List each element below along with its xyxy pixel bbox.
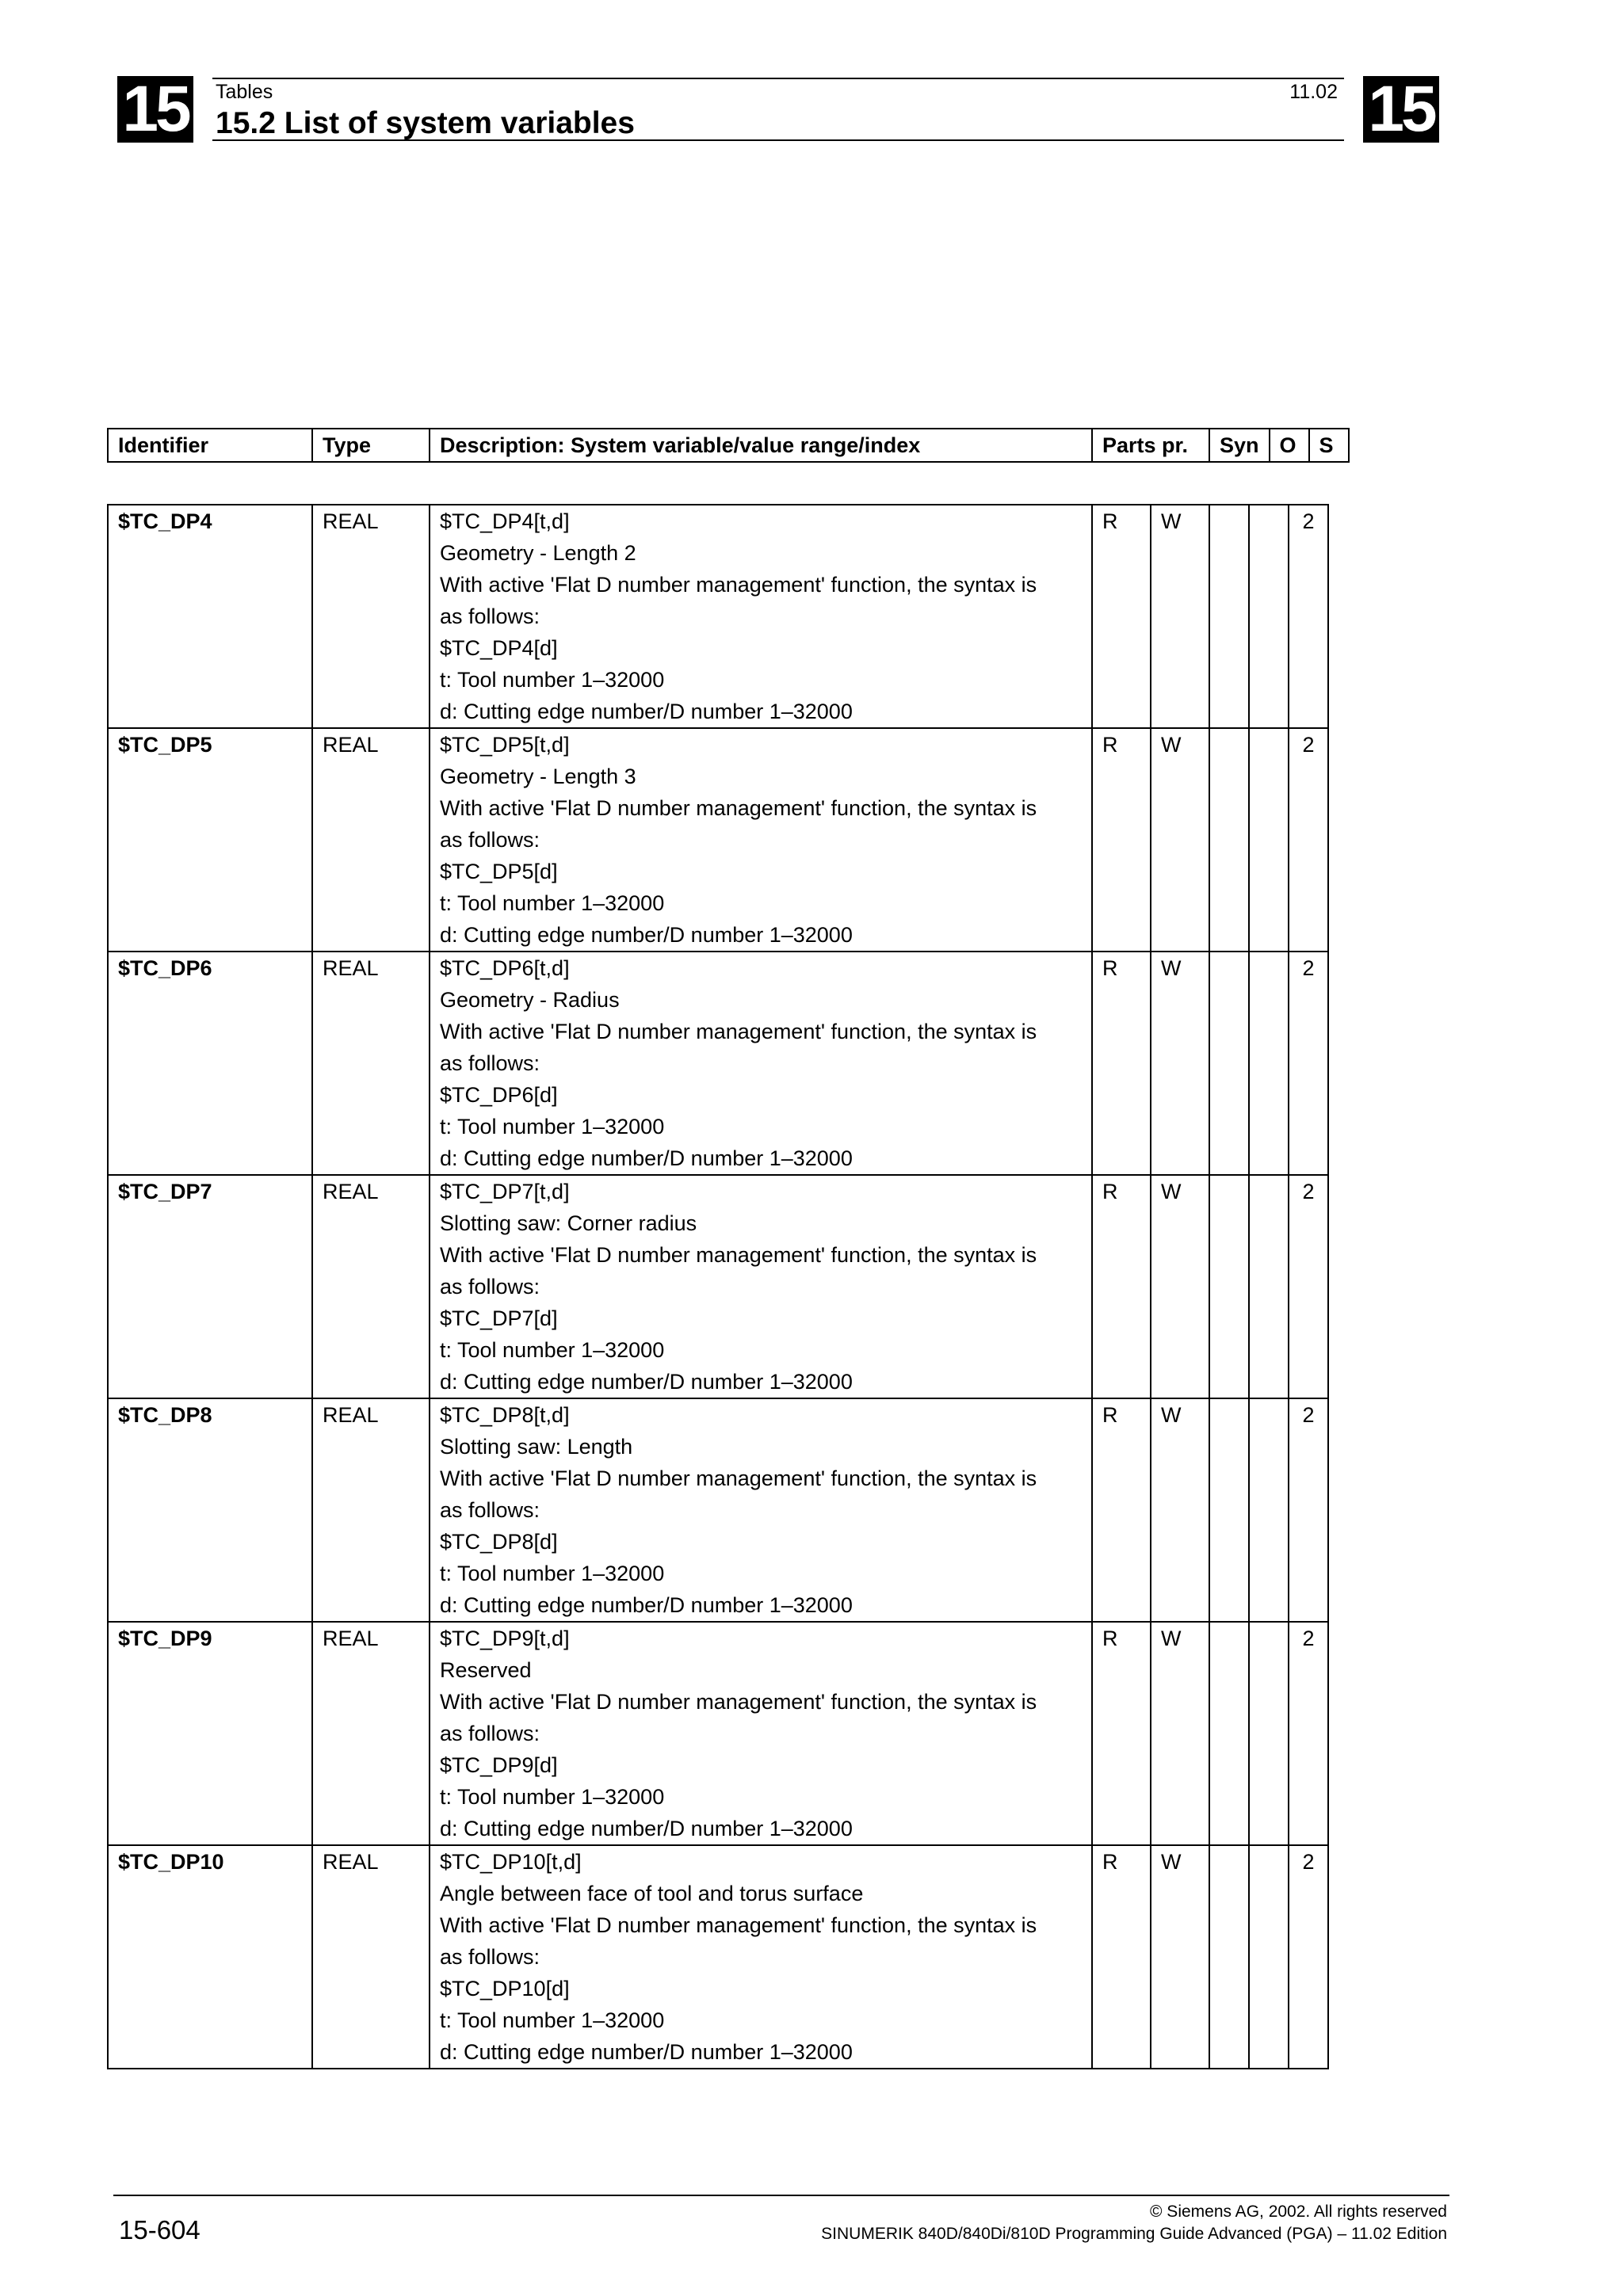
cell-identifier: $TC_DP4	[108, 505, 312, 728]
description-line: $TC_DP4[d]	[440, 636, 558, 660]
table-header	[107, 428, 1350, 463]
cell-parts-write: W	[1151, 1398, 1209, 1622]
system-variables-table	[107, 504, 1329, 2069]
cell-parts-read: R	[1092, 1175, 1151, 1398]
cell-description	[430, 1175, 1092, 1398]
footer-rule	[113, 2195, 1449, 2196]
table-row	[108, 728, 1328, 952]
description-line: as follows:	[440, 1498, 540, 1522]
description-line: Geometry - Length 2	[440, 541, 636, 565]
description-line: t: Tool number 1–32000	[440, 1562, 665, 1585]
column-header-description: Description: System variable/value range/index	[430, 429, 1092, 462]
cell-syn	[1209, 505, 1249, 728]
table-row	[108, 1845, 1328, 2069]
description-line: d: Cutting edge number/D number 1–32000	[440, 2040, 853, 2064]
description-line: d: Cutting edge number/D number 1–32000	[440, 1370, 853, 1394]
column-header-type: Type	[312, 429, 430, 462]
description-line: t: Tool number 1–32000	[440, 891, 665, 915]
description-line: Angle between face of tool and torus surface	[440, 1882, 864, 1905]
cell-identifier: $TC_DP6	[108, 952, 312, 1175]
header-top-rule	[212, 78, 1344, 79]
description-line: as follows:	[440, 605, 540, 628]
cell-parts-read: R	[1092, 728, 1151, 952]
header-section-label: Tables	[216, 81, 273, 103]
cell-syn	[1209, 1398, 1249, 1622]
description-line: as follows:	[440, 1275, 540, 1299]
cell-type: REAL	[312, 505, 430, 728]
cell-syn	[1209, 1845, 1249, 2069]
description-line: d: Cutting edge number/D number 1–32000	[440, 700, 853, 723]
description-line: $TC_DP6[d]	[440, 1083, 558, 1107]
description-line: $TC_DP10[t,d]	[440, 1850, 582, 1874]
cell-parts-write: W	[1151, 1175, 1209, 1398]
cell-s: 2	[1289, 505, 1328, 728]
description-line: $TC_DP5[d]	[440, 860, 558, 883]
cell-s: 2	[1289, 1175, 1328, 1398]
description-line: Geometry - Length 3	[440, 765, 636, 788]
cell-parts-read: R	[1092, 505, 1151, 728]
cell-o	[1249, 1398, 1289, 1622]
cell-s: 2	[1289, 952, 1328, 1175]
cell-parts-write: W	[1151, 728, 1209, 952]
cell-parts-write: W	[1151, 1845, 1209, 2069]
cell-s: 2	[1289, 728, 1328, 952]
cell-description	[430, 1398, 1092, 1622]
description-line: $TC_DP8[d]	[440, 1530, 558, 1554]
document-edition: SINUMERIK 840D/840Di/810D Programming Guide Advanced (PGA) – 11.02 Edition	[821, 2225, 1447, 2243]
cell-syn	[1209, 952, 1249, 1175]
description-line: d: Cutting edge number/D number 1–32000	[440, 1817, 853, 1840]
description-line: With active 'Flat D number management' function, the syntax is	[440, 1466, 1037, 1490]
table-header-row	[108, 429, 1349, 462]
cell-parts-read: R	[1092, 1845, 1151, 2069]
description-line: $TC_DP5[t,d]	[440, 733, 570, 757]
table-row	[108, 1175, 1328, 1398]
cell-identifier: $TC_DP7	[108, 1175, 312, 1398]
description-line: as follows:	[440, 1945, 540, 1969]
chapter-number-badge-left: 15	[117, 76, 193, 143]
header-date: 11.02	[1289, 81, 1338, 103]
description-line: t: Tool number 1–32000	[440, 1338, 665, 1362]
column-header-syn: Syn	[1209, 429, 1270, 462]
cell-o	[1249, 1622, 1289, 1845]
description-line: $TC_DP7[t,d]	[440, 1180, 570, 1203]
cell-s: 2	[1289, 1622, 1328, 1845]
table-row	[108, 1398, 1328, 1622]
description-line: With active 'Flat D number management' function, the syntax is	[440, 796, 1037, 820]
description-line: as follows:	[440, 1722, 540, 1745]
description-line: Geometry - Radius	[440, 988, 620, 1012]
description-line: With active 'Flat D number management' function, the syntax is	[440, 1690, 1037, 1714]
cell-identifier: $TC_DP10	[108, 1845, 312, 2069]
description-line: d: Cutting edge number/D number 1–32000	[440, 923, 853, 947]
column-header-identifier: Identifier	[108, 429, 312, 462]
description-line: With active 'Flat D number management' function, the syntax is	[440, 1913, 1037, 1937]
cell-description	[430, 728, 1092, 952]
description-line: d: Cutting edge number/D number 1–32000	[440, 1146, 853, 1170]
cell-identifier: $TC_DP8	[108, 1398, 312, 1622]
page-title: 15.2 List of system variables	[216, 106, 635, 140]
cell-syn	[1209, 1622, 1249, 1845]
description-line: t: Tool number 1–32000	[440, 1785, 665, 1809]
description-line: Slotting saw: Length	[440, 1435, 633, 1459]
description-line: d: Cutting edge number/D number 1–32000	[440, 1593, 853, 1617]
column-header-parts-pr: Parts pr.	[1092, 429, 1209, 462]
column-header-o: O	[1270, 429, 1309, 462]
cell-identifier: $TC_DP5	[108, 728, 312, 952]
table-row	[108, 952, 1328, 1175]
cell-description	[430, 952, 1092, 1175]
description-line: t: Tool number 1–32000	[440, 2008, 665, 2032]
description-line: $TC_DP4[t,d]	[440, 509, 570, 533]
cell-parts-read: R	[1092, 1622, 1151, 1845]
cell-type: REAL	[312, 728, 430, 952]
column-header-s: S	[1309, 429, 1349, 462]
cell-o	[1249, 1845, 1289, 2069]
description-line: $TC_DP6[t,d]	[440, 956, 570, 980]
description-line: $TC_DP9[t,d]	[440, 1627, 570, 1650]
cell-type: REAL	[312, 952, 430, 1175]
description-line: With active 'Flat D number management' function, the syntax is	[440, 1020, 1037, 1043]
cell-type: REAL	[312, 1622, 430, 1845]
cell-type: REAL	[312, 1175, 430, 1398]
page-number: 15-604	[119, 2215, 200, 2245]
cell-o	[1249, 952, 1289, 1175]
cell-o	[1249, 1175, 1289, 1398]
cell-parts-write: W	[1151, 952, 1209, 1175]
cell-s: 2	[1289, 1398, 1328, 1622]
description-line: as follows:	[440, 828, 540, 852]
cell-parts-write: W	[1151, 505, 1209, 728]
cell-s: 2	[1289, 1845, 1328, 2069]
description-line: With active 'Flat D number management' function, the syntax is	[440, 573, 1037, 597]
cell-identifier: $TC_DP9	[108, 1622, 312, 1845]
cell-description	[430, 1845, 1092, 2069]
description-line: t: Tool number 1–32000	[440, 668, 665, 692]
table-row	[108, 505, 1328, 728]
description-line: t: Tool number 1–32000	[440, 1115, 665, 1138]
chapter-number-badge-right: 15	[1363, 76, 1439, 143]
copyright-notice: © Siemens AG, 2002. All rights reserved	[1150, 2203, 1447, 2221]
description-line: $TC_DP8[t,d]	[440, 1403, 570, 1427]
cell-parts-read: R	[1092, 952, 1151, 1175]
cell-parts-read: R	[1092, 1398, 1151, 1622]
cell-type: REAL	[312, 1398, 430, 1622]
cell-type: REAL	[312, 1845, 430, 2069]
cell-syn	[1209, 728, 1249, 952]
header-bottom-rule	[212, 139, 1344, 141]
description-line: $TC_DP10[d]	[440, 1977, 570, 2000]
cell-parts-write: W	[1151, 1622, 1209, 1845]
description-line: With active 'Flat D number management' function, the syntax is	[440, 1243, 1037, 1267]
cell-description	[430, 505, 1092, 728]
description-line: $TC_DP7[d]	[440, 1306, 558, 1330]
description-line: as follows:	[440, 1051, 540, 1075]
cell-o	[1249, 505, 1289, 728]
cell-o	[1249, 728, 1289, 952]
cell-description	[430, 1622, 1092, 1845]
description-line: $TC_DP9[d]	[440, 1753, 558, 1777]
table-row	[108, 1622, 1328, 1845]
description-line: Slotting saw: Corner radius	[440, 1211, 697, 1235]
description-line: Reserved	[440, 1658, 532, 1682]
cell-syn	[1209, 1175, 1249, 1398]
